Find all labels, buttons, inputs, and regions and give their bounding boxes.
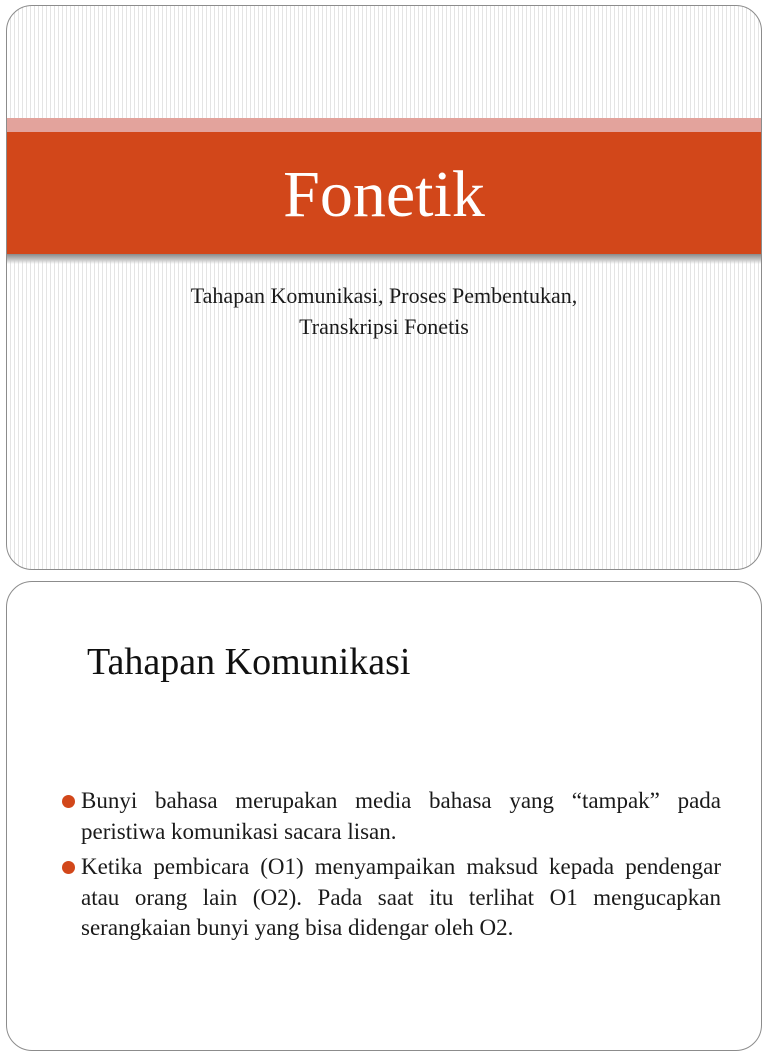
bullet-text: Bunyi bahasa merupakan media bahasa yang “tampak” pada peristiwa komunikasi sacara lisan. xyxy=(81,788,721,844)
content-slide xyxy=(6,581,762,1051)
bullet-list xyxy=(55,786,721,949)
title-band-highlight xyxy=(7,118,761,132)
subtitle-line: Transkripsi Fonetis xyxy=(299,314,469,339)
bullet-text: Ketika pembicara (O1) menyampaikan maksud kepada pendengar atau orang lain (O2). Pada saat itu terlihat O1 mengucapkan serangkaian bunyi yang bisa didengar oleh O2. xyxy=(81,854,721,940)
bullet-dot-icon xyxy=(62,795,75,808)
subtitle-line: Tahapan Komunikasi, Proses Pembentukan, xyxy=(190,283,578,308)
bullet-dot-icon xyxy=(62,861,75,874)
title-band-main xyxy=(7,132,761,254)
title-band xyxy=(7,118,761,272)
bullet-item xyxy=(55,786,721,847)
slide-subtitle xyxy=(7,280,761,342)
slide-title: Fonetik xyxy=(283,158,485,231)
title-band-shadow xyxy=(7,254,761,264)
content-slide-title: Tahapan Komunikasi xyxy=(87,641,411,683)
title-slide xyxy=(6,5,762,570)
bullet-item xyxy=(55,852,721,944)
